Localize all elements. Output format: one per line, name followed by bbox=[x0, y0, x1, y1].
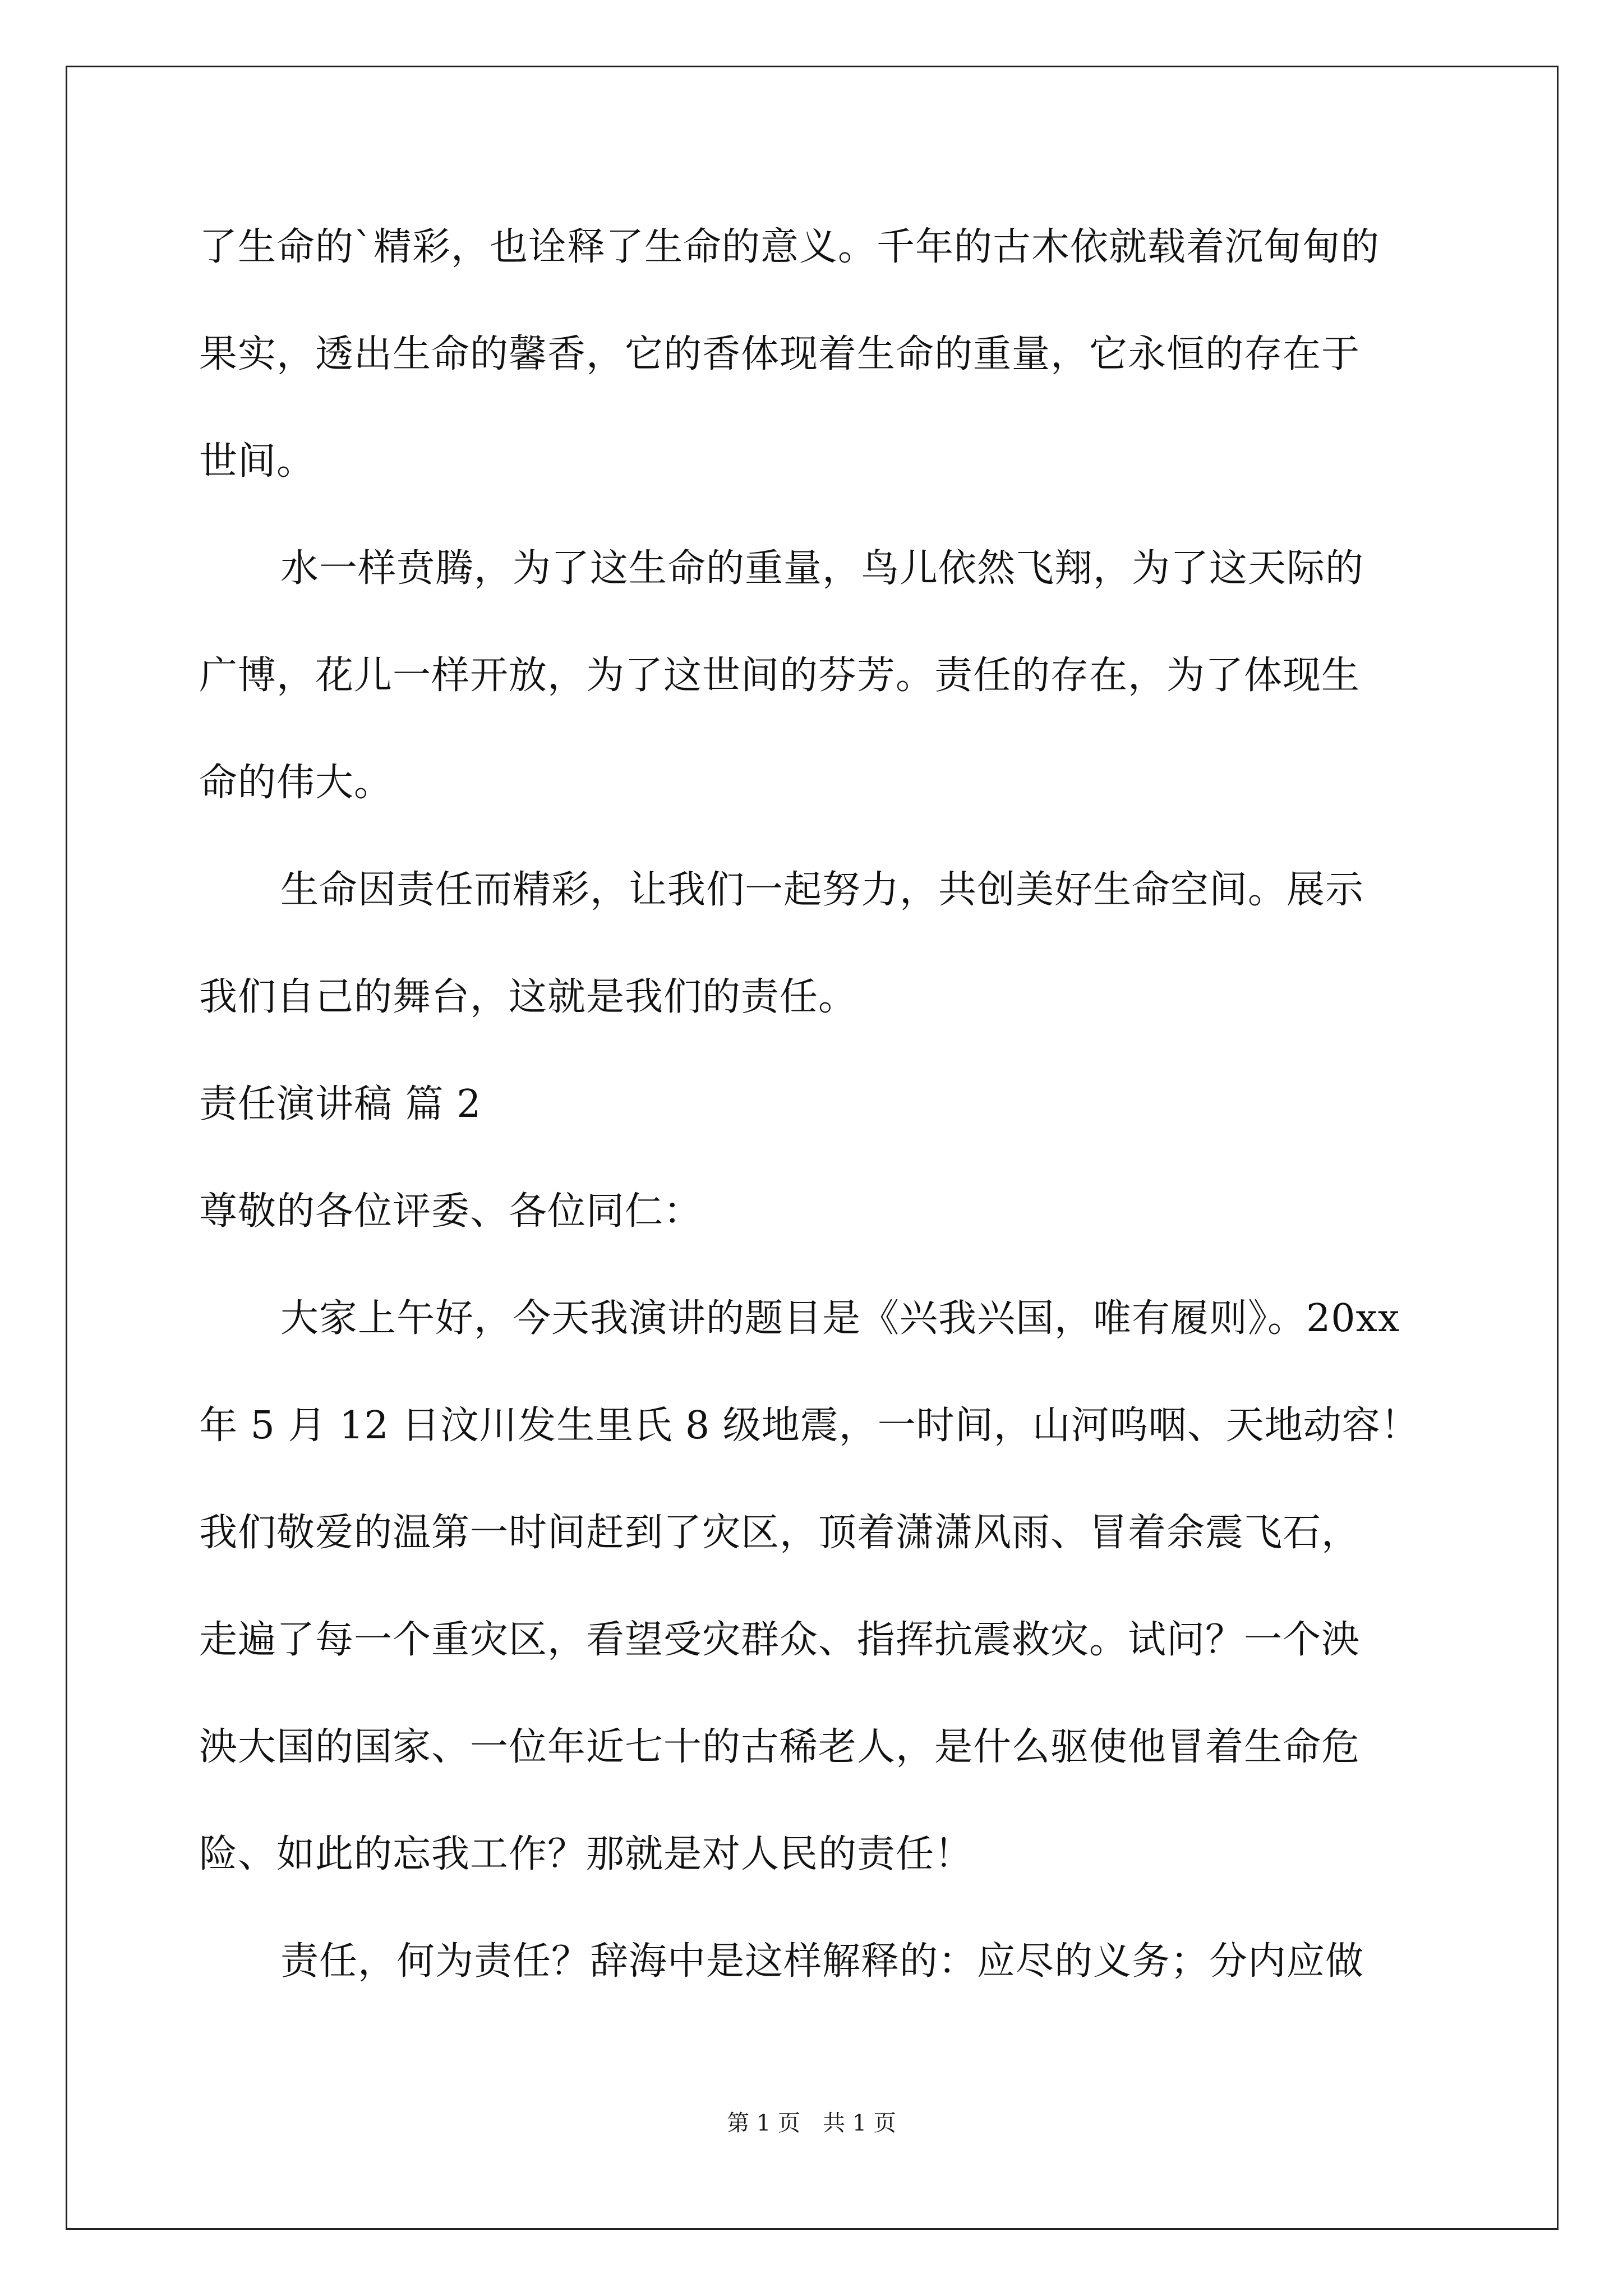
text-line: 走遍了每一个重灾区，看望受灾群众、指挥抗震救灾。试问？一个泱 bbox=[199, 1618, 1361, 1662]
text-line: 了生命的`精彩，也诠释了生命的意义。千年的古木依就载着沉甸甸的 bbox=[199, 225, 1380, 269]
text-line: 广博，花儿一样开放，为了这世间的芬芳。责任的存在，为了体现生 bbox=[199, 654, 1361, 698]
text-line: 命的伟大。 bbox=[199, 761, 393, 805]
text-line: 年 5 月 12 日汶川发生里氏 8 级地震，一时间，山河呜咽、天地动容！ bbox=[199, 1404, 1419, 1448]
text-line: 险、如此的忘我工作？那就是对人民的责任！ bbox=[199, 1832, 974, 1876]
text-line: 世间。 bbox=[199, 439, 316, 484]
page-footer: 第 1 页 共 1 页 bbox=[727, 2110, 896, 2136]
text-line: 生命因责任而精彩，让我们一起努力，共创美好生命空间。展示 bbox=[280, 868, 1364, 912]
text-line: 责任，何为责任？辞海中是这样解释的：应尽的义务；分内应做 bbox=[280, 1939, 1364, 1984]
salutation: 尊敬的各位评委、各位同仁： bbox=[199, 1189, 703, 1234]
section-heading: 责任演讲稿 篇 2 bbox=[199, 1082, 482, 1126]
document-body bbox=[199, 194, 1455, 2015]
text-line: 果实，透出生命的馨香，它的香体现着生命的重量，它永恒的存在于 bbox=[199, 332, 1361, 376]
text-line: 我们敬爱的温第一时间赶到了灾区，顶着潇潇风雨、冒着余震飞石， bbox=[199, 1511, 1361, 1555]
text-line: 我们自己的舞台，这就是我们的责任。 bbox=[199, 975, 857, 1019]
text-line: 泱大国的国家、一位年近七十的古稀老人，是什么驱使他冒着生命危 bbox=[199, 1725, 1361, 1769]
text-line: 大家上午好，今天我演讲的题目是《兴我兴国，唯有履则》。20xx bbox=[280, 1296, 1400, 1341]
text-line: 水一样贲腾，为了这生命的重量，鸟儿依然飞翔，为了这天际的 bbox=[280, 546, 1364, 591]
